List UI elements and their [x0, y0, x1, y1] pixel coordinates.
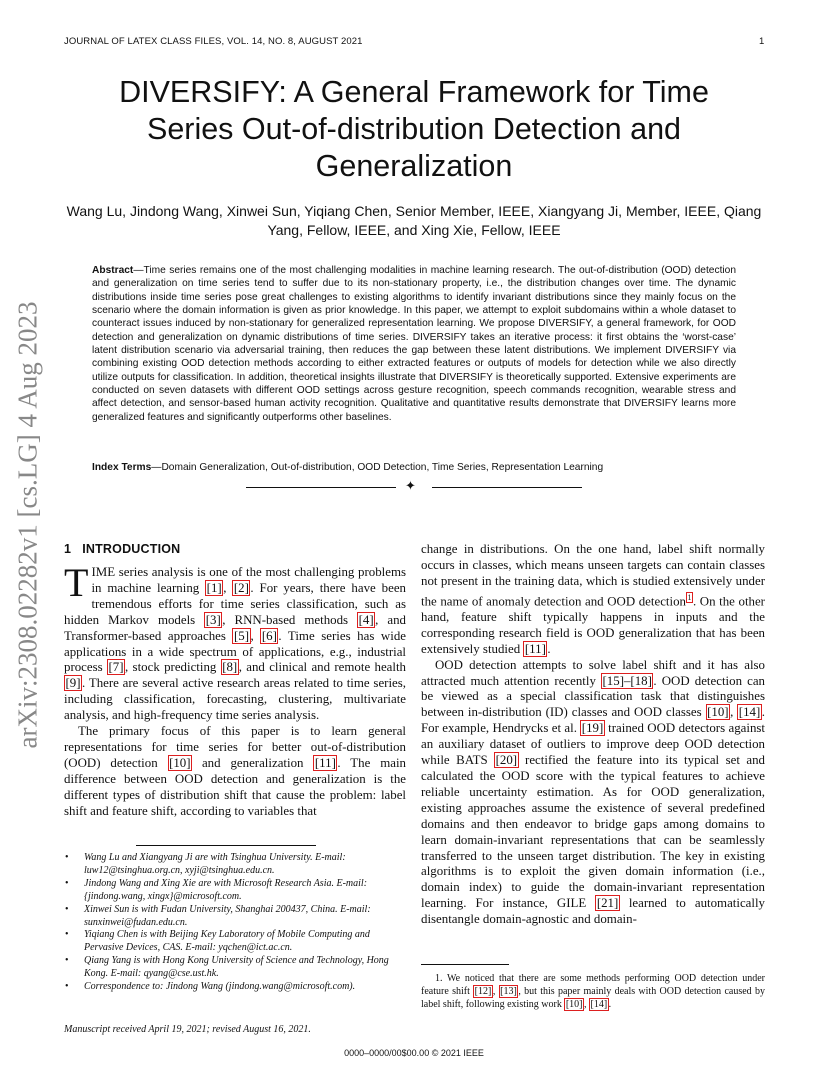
- citation-link[interactable]: [12]: [474, 985, 492, 997]
- affiliation-item: [64, 955, 408, 981]
- paragraph: [421, 542, 765, 658]
- citation-link[interactable]: [21]: [596, 896, 619, 911]
- affiliation-text: Jindong Wang and Xing Xie are with Microsoft Research Asia. E-mail: {jindong.wang, xingx}@microsoft.com.: [84, 877, 368, 902]
- text-run: . For example, Hendrycks et al.: [421, 705, 765, 736]
- section-heading: [64, 542, 180, 556]
- citation-link[interactable]: [2]: [233, 580, 249, 595]
- text-run: ,: [250, 628, 261, 643]
- abstract-label: Abstract: [92, 265, 134, 276]
- drop-cap: T: [64, 560, 89, 605]
- text-run: change in distributions. On the one hand, label shift normally occurs in classes, which means unseen targets can contain classes not present in the training data, which is studied extensively under the name of anomaly detection and OOD detection: [421, 542, 765, 609]
- text-run: .: [608, 998, 612, 1010]
- affiliation-list: [64, 852, 408, 994]
- citation-link[interactable]: [1]: [206, 580, 222, 595]
- text-run: ,: [584, 998, 589, 1010]
- divider-rule-right: [432, 487, 582, 488]
- affiliation-item: [64, 878, 408, 904]
- section-title: INTRODUCTION: [82, 542, 181, 556]
- citation-link[interactable]: [14]: [738, 705, 761, 720]
- bullet-icon: •: [65, 877, 69, 889]
- section-number: 1: [64, 542, 72, 556]
- paragraph: [64, 724, 406, 819]
- text-run: ,: [730, 705, 738, 720]
- footnote-rule: [421, 964, 509, 965]
- text-run: ,: [492, 985, 499, 997]
- abstract: [92, 264, 736, 424]
- citation-link[interactable]: [10]: [565, 998, 583, 1010]
- citation-link[interactable]: [8]: [222, 660, 238, 675]
- index-terms: [92, 461, 736, 474]
- affiliations: [64, 852, 408, 994]
- paragraph: [64, 560, 407, 724]
- affiliation-text: Correspondence to: Jindong Wang (jindong.wang@microsoft.com).: [84, 981, 356, 993]
- citation-link[interactable]: [9]: [65, 676, 81, 691]
- affiliation-item: [64, 852, 408, 878]
- citation-link[interactable]: [10]: [169, 755, 191, 770]
- text-run: trained OOD detectors against an auxiliary dataset of outliers to improve deep OOD detection while BATS: [421, 721, 765, 768]
- text-run: . Time series has wide applications in a wide spectrum of applications, e.g., industrial process: [64, 628, 406, 675]
- bullet-icon: •: [65, 852, 69, 863]
- arxiv-stamp: arXiv:2308.02282v1 [cs.LG] 4 Aug 2023: [12, 301, 43, 749]
- text-run: . The main difference between OOD detection and generalization is the different types of distribution shift that cause the problem: label shift and feature shift, according to variables that: [64, 755, 406, 818]
- footnote-marker[interactable]: 1: [687, 592, 692, 602]
- citation-link[interactable]: [5]: [233, 628, 250, 643]
- divider-star-icon: ✦: [405, 478, 416, 493]
- affiliation-text: Wang Lu and Xiangyang Ji are with Tsinghua University. E-mail: luw12@tsinghua.org.cn, xyji@tsinghua.edu.cn.: [84, 852, 346, 876]
- copyright-line: 0000–0000/00$00.00 © 2021 IEEE: [344, 1048, 484, 1058]
- citation-link[interactable]: [13]: [500, 985, 517, 997]
- text-run: , RNN-based methods: [222, 612, 358, 627]
- text-run: and generalization: [192, 755, 314, 770]
- bullet-icon: •: [65, 929, 69, 941]
- text-run: ,: [223, 580, 233, 595]
- bullet-icon: •: [65, 903, 69, 915]
- paper-title: DIVERSIFY: A General Framework for Time Series Out-of-distribution Detection and Generalization: [119, 75, 709, 183]
- text-run: , stock predicting: [125, 660, 221, 675]
- text-run: , but this paper mainly deals with OOD detection caused by label shift, following existing work: [421, 985, 765, 1010]
- manuscript-note: Manuscript received April 19, 2021; revised August 16, 2021.: [64, 1024, 311, 1035]
- citation-link[interactable]: [11]: [524, 641, 546, 656]
- text-run: IME series analysis is one of the most challenging problems in machine learning: [91, 565, 406, 595]
- affiliation-item: [64, 929, 408, 955]
- text-run: , and clinical and remote health: [238, 660, 406, 675]
- left-column: [64, 560, 407, 820]
- affiliation-text: Yiqiang Chen is with Beijing Key Laboratory of Mobile Computing and Pervasive Devices, CAS. E-mail: yqchen@ict.ac.cn.: [84, 929, 370, 954]
- text-run: , and Transformer-based approaches: [64, 612, 406, 643]
- citation-link[interactable]: [15]–[18]: [602, 673, 652, 688]
- affiliation-item: [64, 981, 408, 994]
- citation-link[interactable]: [7]: [108, 660, 124, 675]
- index-terms-text: —Domain Generalization, Out-of-distribution, OOD Detection, Time Series, Representation Learning: [151, 462, 604, 473]
- affiliation-text: Xinwei Sun is with Fudan University, Shanghai 200437, China. E-mail: sunxinwei@fudan.edu.cn.: [84, 903, 371, 928]
- affiliation-text: Qiang Yang is with Hong Kong University of Science and Technology, Hong Kong. E-mail: qyang@cse.ust.hk.: [84, 955, 389, 980]
- citation-link[interactable]: [20]: [495, 753, 518, 768]
- citation-link[interactable]: [19]: [581, 721, 604, 736]
- author-list: Wang Lu, Jindong Wang, Xinwei Sun, Yiqiang Chen, Senior Member, IEEE, Xiangyang Ji, Member, IEEE, Qiang Yang, Fellow, IEEE, and Xing Xie, Fellow, IEEE: [66, 203, 762, 238]
- text-run: . On the other hand, feature shift typically happens in inputs and the corresponding research field is OOD generalization that has been extensively studied: [421, 594, 765, 656]
- paragraph: [421, 658, 765, 928]
- divider-rule-left: [246, 487, 396, 488]
- text-run: . There are several active research areas related to time series, including classification, forecasting, clustering, multivariate analysis, and high-frequency time series analysis.: [64, 676, 406, 723]
- bullet-icon: •: [65, 955, 69, 967]
- citation-link[interactable]: [10]: [707, 705, 729, 720]
- text-run: 1. We noticed that there are some methods performing OOD detection under feature shift: [421, 973, 765, 997]
- citation-link[interactable]: [4]: [358, 612, 374, 627]
- footnote-rule: [136, 845, 316, 846]
- page-number: 1: [759, 36, 765, 47]
- index-terms-label: Index Terms: [92, 462, 152, 473]
- text-run: OOD detection attempts to solve label shift and it has also attracted much attention recently: [421, 657, 765, 688]
- citation-link[interactable]: [6]: [261, 628, 277, 643]
- citation-link[interactable]: [14]: [590, 998, 608, 1010]
- running-header: JOURNAL OF LATEX CLASS FILES, VOL. 14, NO. 8, AUGUST 2021: [64, 36, 363, 47]
- text-run: rectified the feature into its typical set and calculated the OOD score with the typical features to achieve reliable uncertainty estimation. As for OOD generalization, existing approaches assume the existence of several predefined domains and then endeavor to bridge gaps among domains to learn domain-invariant representations that can be seamlessly transferred to the unseen target distribution. The key in existing algorithms is to exploit the given domain information (i.e., domain index) to guide the domain-invariant representation learning. For instance, GILE: [421, 753, 765, 911]
- abstract-text: —Time series remains one of the most challenging modalities in machine learning research. The out-of-distribution (OOD) detection and generalization on time series tend to suffer due to its non-stationary property, i.e., the distribution changes over time. The dynamic distributions inside time series pose great challenges to existing algorithms to identify invariant distributions since they mainly focus on the scenario where the domain information is given as prior knowledge. In this paper, we attempt to exploit subdomains within a whole dataset to counteract issues induced by non-stationary for generalized representation learning. We propose DIVERSIFY, a general framework, for OOD detection and generalization on dynamic distributions of time series. DIVERSIFY takes an iterative process: it first obtains the ‘worst-case’ latent distribution scenario via adversarial training, then reduces the gap between these latent distributions. We implement DIVERSIFY via combining existing OOD detection methods according to either extracted features or outputs of models for detection while we also directly utilize outputs for classification. In addition, theoretical insights illustrate that DIVERSIFY is theoretically supported. Extensive experiments are conducted on seven datasets with different OOD settings across gesture recognition, speech commands recognition, wearable stress and affect detection, and sensor-based human activity recognition. Qualitative and quantitative results demonstrate that DIVERSIFY learns more generalized features and significantly outperforms other baselines.: [92, 265, 736, 423]
- text-run: . For years, there have been tremendous efforts for time series classification, such as hidden Markov models: [64, 580, 407, 627]
- right-column: [421, 542, 765, 928]
- citation-link[interactable]: [11]: [314, 755, 336, 770]
- citation-link[interactable]: [3]: [205, 612, 221, 627]
- text-run: . OOD detection can be viewed as a special classification task that distinguishes between in-distribution (ID) classes and OOD classes: [421, 673, 765, 720]
- text-run: .: [547, 641, 551, 656]
- text-run: learned to automatically disentangle domain-agnostic and domain-: [421, 896, 766, 927]
- footnote: [421, 973, 765, 1011]
- text-run: The primary focus of this paper is to learn general representations for time series for better out-of-distribution (OOD) detection: [64, 724, 406, 770]
- affiliation-item: [64, 904, 408, 930]
- bullet-icon: •: [65, 981, 69, 993]
